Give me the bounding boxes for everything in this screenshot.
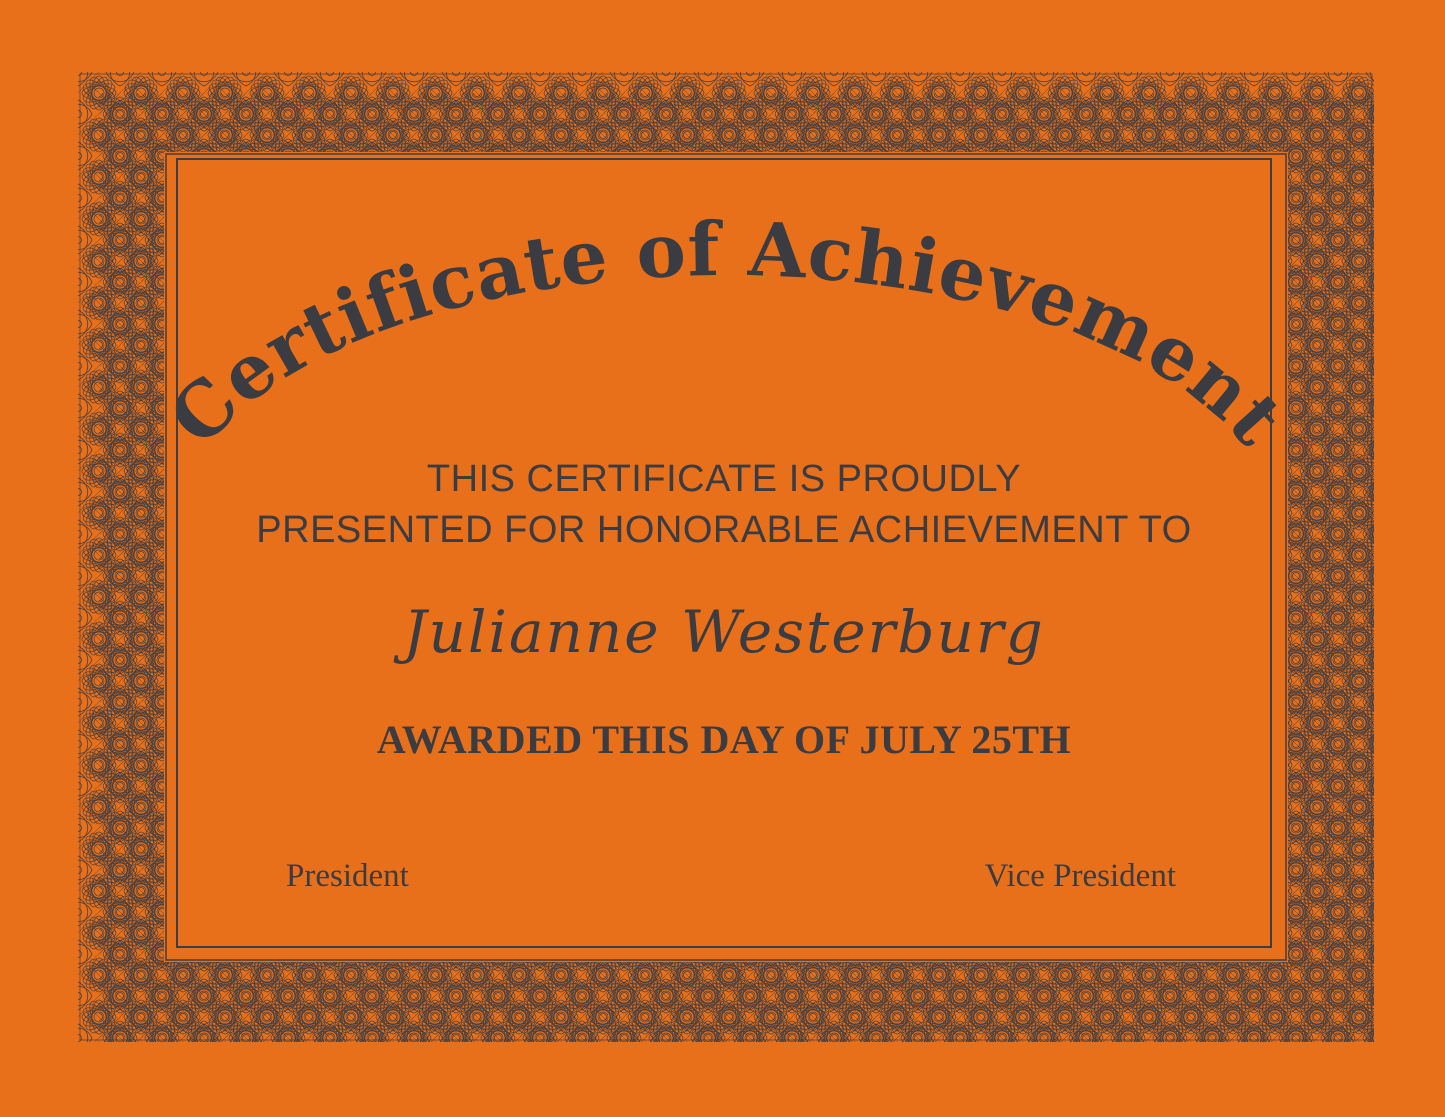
signature-label-president: President [286, 858, 409, 894]
certificate-body [176, 455, 1272, 763]
presentation-line-2: PRESENTED FOR HONORABLE ACHIEVEMENT TO [256, 508, 1192, 551]
signature-label-vice-president: Vice President [984, 858, 1176, 894]
signature-row [240, 858, 1220, 895]
presentation-line-1: THIS CERTIFICATE IS PROUDLY [426, 458, 1022, 500]
recipient-name: Julianne Westerburg [403, 598, 1045, 667]
certificate-title-text: Certificate of Achievement [153, 206, 1300, 463]
award-date-line: AWARDED THIS DAY OF JULY 25TH [376, 717, 1072, 763]
